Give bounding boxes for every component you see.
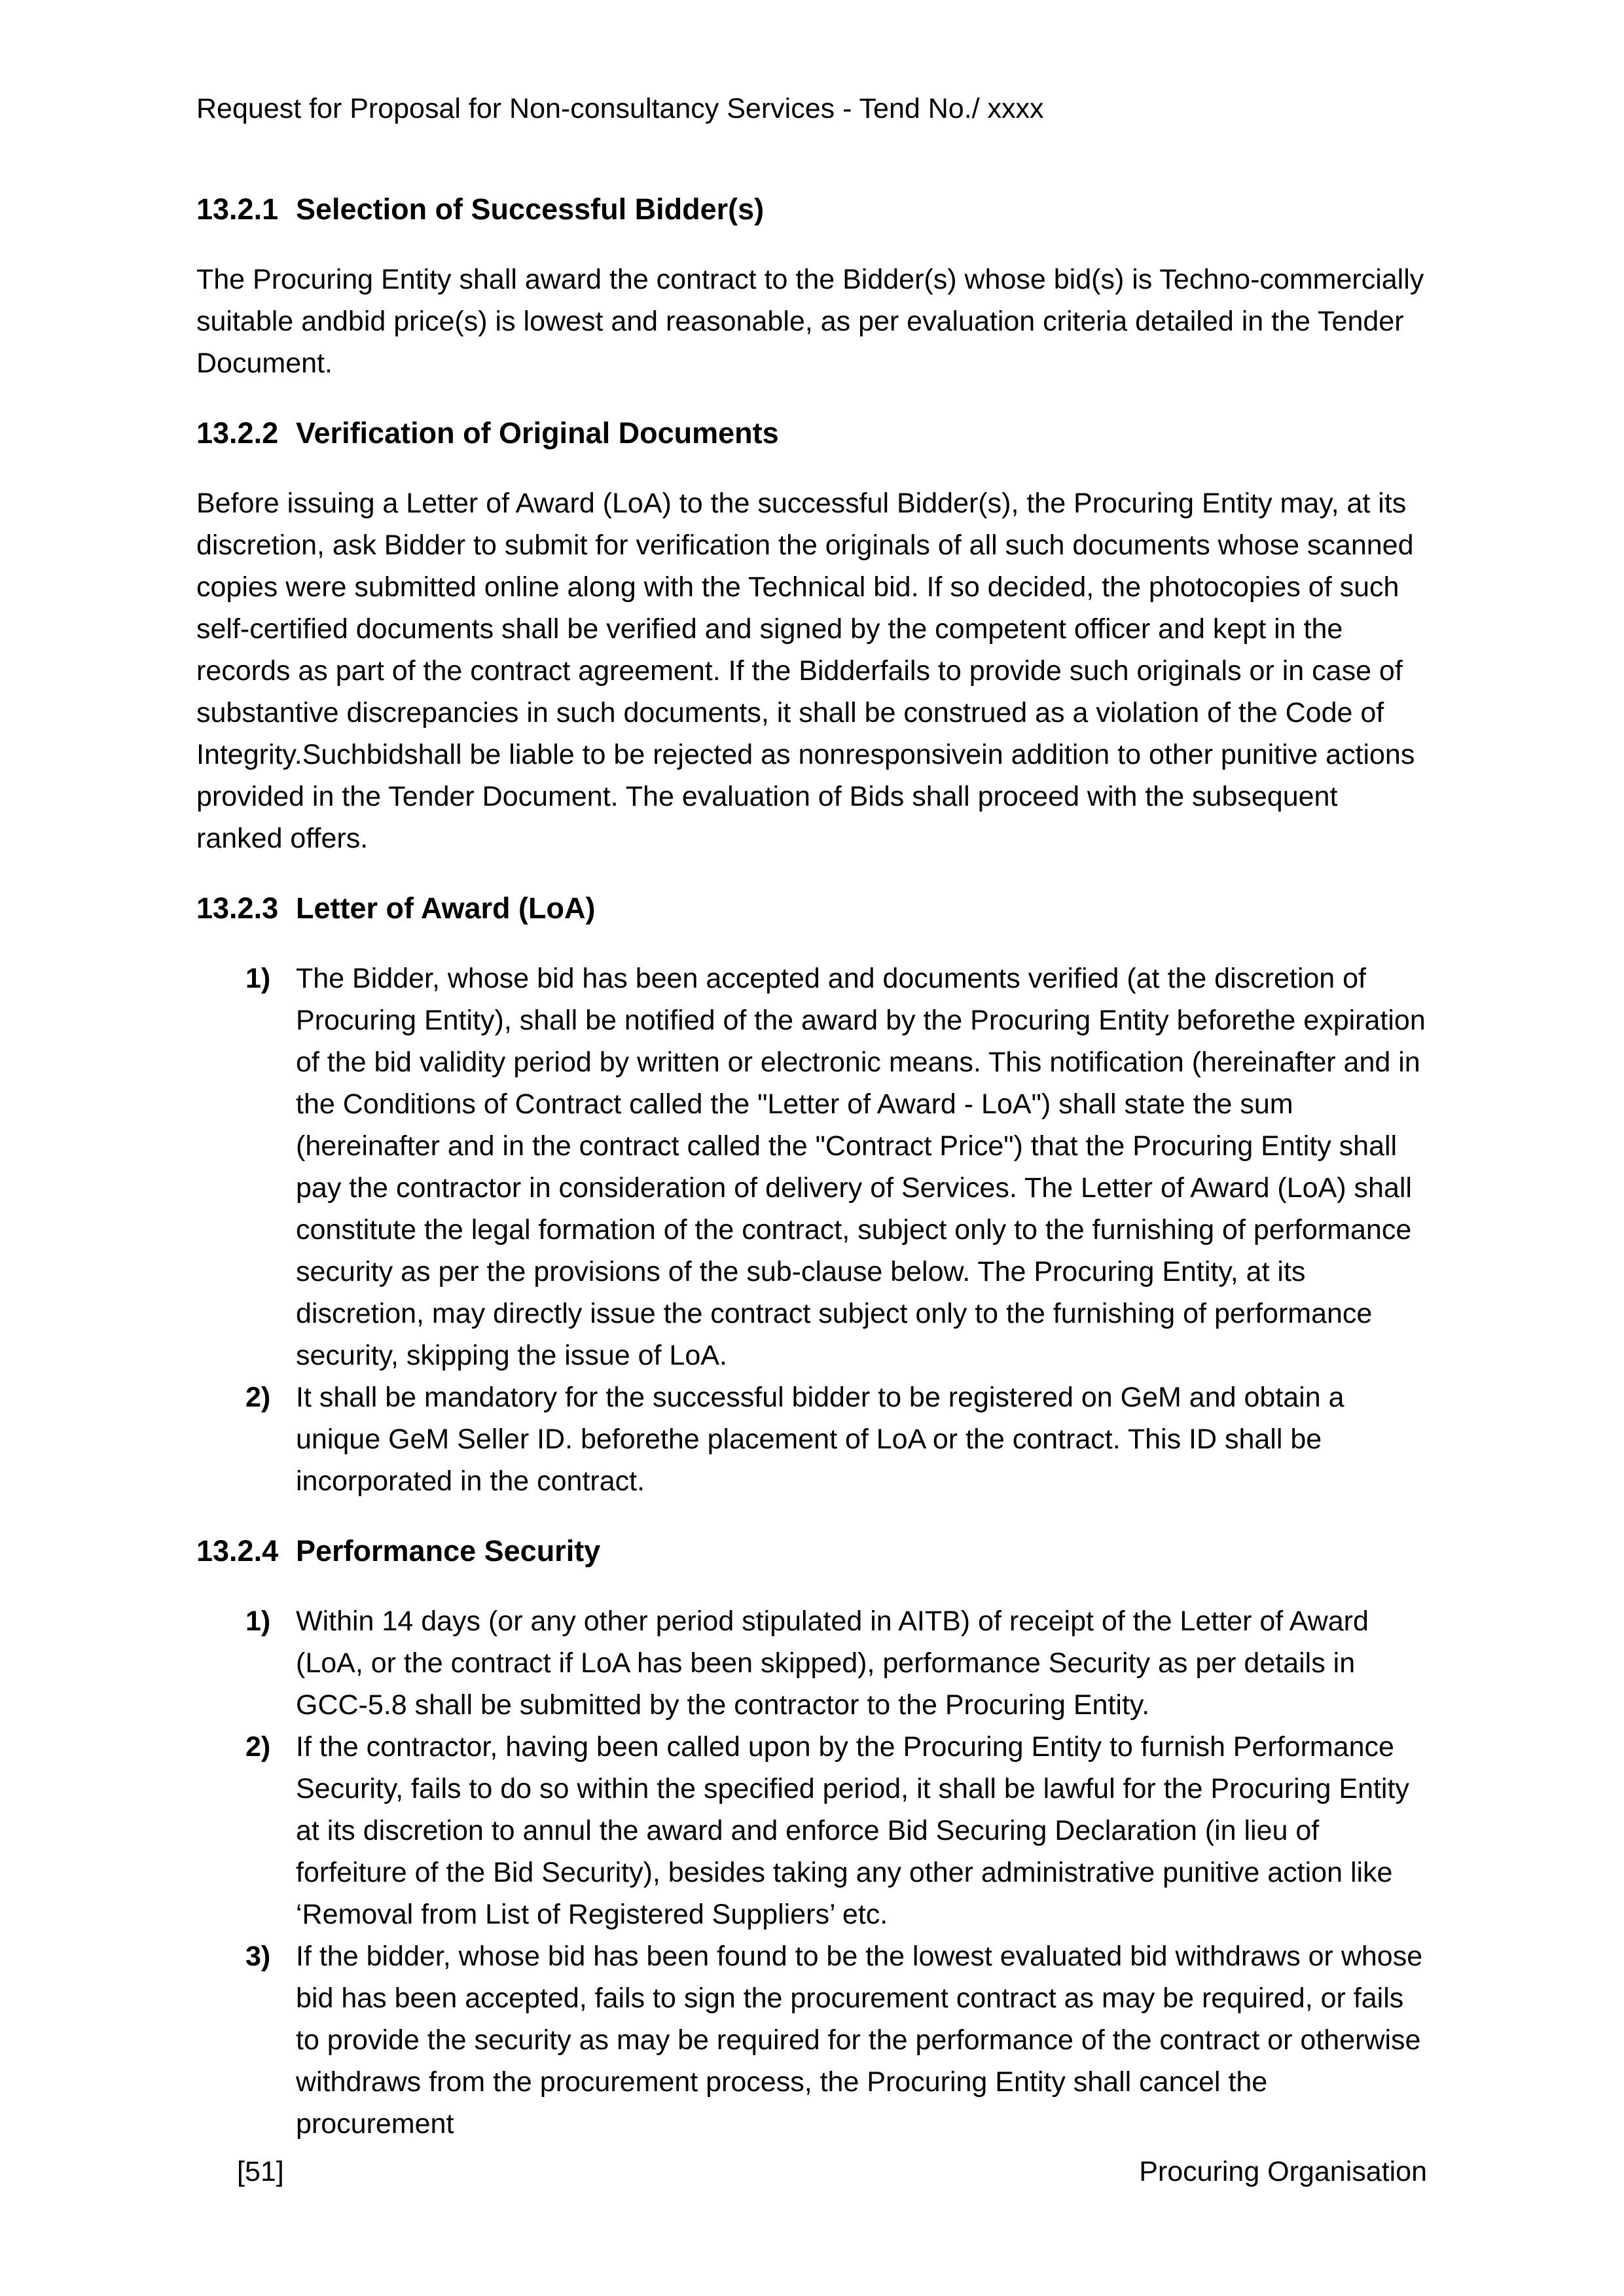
list-item-text: If the bidder, whose bid has been found to be the lowest evaluated bid withdraws or whose bid has been accepted, fails to sign the procurement contract as may be required, or fails to provide the security as may be required for the performance of the contract or otherwise withdraws from the procurement process, the Procuring Entity shall cancel the procurement — [296, 1941, 1423, 2140]
list-item-number: 1) — [245, 1605, 271, 1637]
list-item-number: 3) — [245, 1941, 271, 1972]
footer-organisation: Procuring Organisation — [1139, 2156, 1427, 2187]
paragraph: Before issuing a Letter of Award (LoA) to the successful Bidder(s), the Procuring Entity may, at its discretion, ask Bidder to submit for verification the originals of all such documents whose scanned copies were submitted online along with the Technical bid. If so decided, the photocopies of such self-certified documents shall be verified and signed by the competent officer and kept in the records as part of the contract agreement. If the Bidderfails to provide such originals or in case of substantive discrepancies in such documents, it shall be construed as a violation of the Code of Integrity.Suchbidshall be liable to be rejected as nonresponsivein addition to other punitive actions provided in the Tender Document. The evaluation of Bids shall proceed with the subsequent ranked offers. — [196, 488, 1415, 854]
section-number: 13.2.4 — [196, 1534, 279, 1568]
page-footer — [237, 2151, 1427, 2192]
list-item-text: It shall be mandatory for the successful bidder to be registered on GeM and obtain a unique GeM Seller ID. beforethe placement of LoA or the contract. This ID shall be incorporated in the contract. — [296, 1382, 1344, 1497]
section-title: Letter of Award (LoA) — [296, 891, 596, 925]
list-item — [196, 1376, 1428, 1502]
list-item — [196, 1726, 1428, 1935]
paragraph: The Procuring Entity shall award the contract to the Bidder(s) whose bid(s) is Techno-commercially suitable andbid price(s) is lowest and reasonable, as per evaluation criteria detailed in the Tender Document. — [196, 264, 1424, 379]
list-item-text: If the contractor, having been called upon by the Procuring Entity to furnish Performance Security, fails to do so within the specified period, it shall be lawful for the Procuring Entity at its discretion to annul the award and enforce Bid Securing Declaration (in lieu of forfeiture of the Bid Security), besides taking any other administrative punitive action like ‘Removal from List of Registered Suppliers’ etc. — [296, 1731, 1409, 1930]
section-title: Selection of Successful Bidder(s) — [296, 192, 765, 226]
section-heading-13-2-2 — [196, 413, 1428, 454]
list-item-number: 1) — [245, 963, 271, 994]
section-heading-13-2-4 — [196, 1531, 1428, 1571]
list-item — [196, 958, 1428, 1376]
list-item-text: Within 14 days (or any other period stipulated in AITB) of receipt of the Letter of Award (LoA, or the contract if LoA has been skipped), performance Security as per details in GCC-5.8 shall be submitted by the contractor to the Procuring Entity. — [296, 1605, 1369, 1721]
section-heading-13-2-3 — [196, 888, 1428, 929]
section-number: 13.2.3 — [196, 891, 279, 925]
section-number: 13.2.2 — [196, 416, 279, 450]
document-page — [196, 88, 1428, 2145]
section-title: Verification of Original Documents — [296, 416, 779, 450]
section-title: Performance Security — [296, 1534, 601, 1568]
list-item — [196, 1600, 1428, 1726]
footer-page-number: [51] — [237, 2156, 284, 2187]
section-heading-13-2-1 — [196, 189, 1428, 230]
numbered-list — [196, 958, 1428, 1502]
list-item-number: 2) — [245, 1382, 271, 1413]
page-header-title: Request for Proposal for Non-consultancy Services - Tend No./ xxxx — [196, 93, 1044, 124]
list-item-text: The Bidder, whose bid has been accepted and documents verified (at the discretion of Procuring Entity), shall be notified of the award by the Procuring Entity beforethe expiration of the bid validity period by written or electronic means. This notification (hereinafter and in the Conditions of Contract called the "Letter of Award - LoA") shall state the sum (hereinafter and in the contract called the "Contract Price") that the Procuring Entity shall pay the contractor in consideration of delivery of Services. The Letter of Award (LoA) shall constitute the legal formation of the contract, subject only to the furnishing of performance security as per the provisions of the sub-clause below. The Procuring Entity, at its discretion, may directly issue the contract subject only to the furnishing of performance security, skipping the issue of LoA. — [296, 963, 1426, 1371]
section-number: 13.2.1 — [196, 192, 279, 226]
numbered-list — [196, 1600, 1428, 2145]
list-item-number: 2) — [245, 1731, 271, 1763]
list-item — [196, 1935, 1428, 2145]
